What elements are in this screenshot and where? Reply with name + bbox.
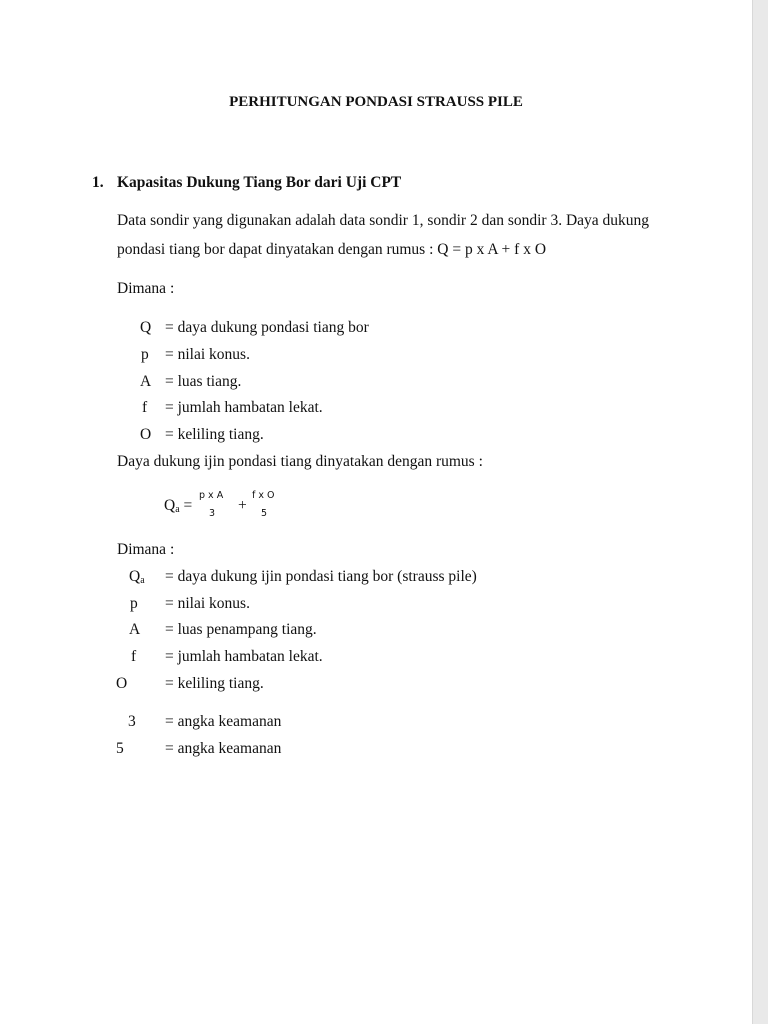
def2-symbol: p bbox=[130, 595, 138, 612]
def2-symbol: 5 bbox=[116, 740, 124, 757]
section-number: 1. bbox=[92, 174, 104, 191]
section-heading: Kapasitas Dukung Tiang Bor dari Uji CPT bbox=[117, 174, 402, 191]
def1-desc: = daya dukung pondasi tiang bor bbox=[165, 319, 369, 336]
def2-desc: = luas penampang tiang. bbox=[165, 621, 317, 638]
formula-denominator-1: 3 bbox=[209, 508, 216, 519]
formula-denominator-2: 5 bbox=[261, 508, 268, 519]
def1-symbol: O bbox=[140, 426, 152, 443]
def2-symbol: f bbox=[131, 648, 137, 665]
def2-desc: = jumlah hambatan lekat. bbox=[165, 648, 323, 665]
page-title: PERHITUNGAN PONDASI STRAUSS PILE bbox=[229, 94, 523, 110]
def2-desc: = angka keamanan bbox=[165, 740, 282, 757]
def1-desc: = luas tiang. bbox=[165, 373, 242, 390]
ijin-intro: Daya dukung ijin pondasi tiang dinyatakan dengan rumus : bbox=[117, 453, 483, 470]
def2-symbol-subscript: a bbox=[140, 575, 145, 586]
formula-lhs-symbol: Q bbox=[164, 497, 176, 514]
paragraph-line-1: Data sondir yang digunakan adalah data sondir 1, sondir 2 dan sondir 3. Daya dukung bbox=[117, 212, 650, 229]
formula-lhs bbox=[164, 497, 192, 515]
def1-symbol: Q bbox=[140, 319, 152, 336]
dimana-label-2: Dimana : bbox=[117, 541, 175, 558]
def1-symbol: p bbox=[141, 346, 149, 363]
formula-numerator-2: f x O bbox=[252, 490, 275, 501]
def2-symbol: O bbox=[116, 675, 128, 692]
formula-lhs-subscript: a bbox=[175, 504, 180, 515]
def2-desc: = daya dukung ijin pondasi tiang bor (strauss pile) bbox=[165, 568, 477, 585]
def2-desc: = keliling tiang. bbox=[165, 675, 264, 692]
dimana-label-1: Dimana : bbox=[117, 280, 175, 297]
def1-desc: = nilai konus. bbox=[165, 346, 250, 363]
def1-symbol: f bbox=[142, 399, 148, 416]
formula-equals: = bbox=[183, 497, 193, 514]
def1-desc: = keliling tiang. bbox=[165, 426, 264, 443]
def1-symbol: A bbox=[140, 373, 152, 390]
formula-numerator-1: p x A bbox=[199, 490, 224, 501]
formula-plus: + bbox=[238, 497, 247, 514]
def2-desc: = angka keamanan bbox=[165, 713, 282, 730]
def2-symbol-letter: Q bbox=[129, 568, 141, 585]
def2-symbol: A bbox=[129, 621, 141, 638]
def1-desc: = jumlah hambatan lekat. bbox=[165, 399, 323, 416]
def2-desc: = nilai konus. bbox=[165, 595, 250, 612]
paragraph-line-2: pondasi tiang bor dapat dinyatakan dengan rumus : Q = p x A + f x O bbox=[117, 241, 547, 258]
def2-symbol: 3 bbox=[128, 713, 136, 730]
def2-symbol bbox=[129, 568, 145, 586]
